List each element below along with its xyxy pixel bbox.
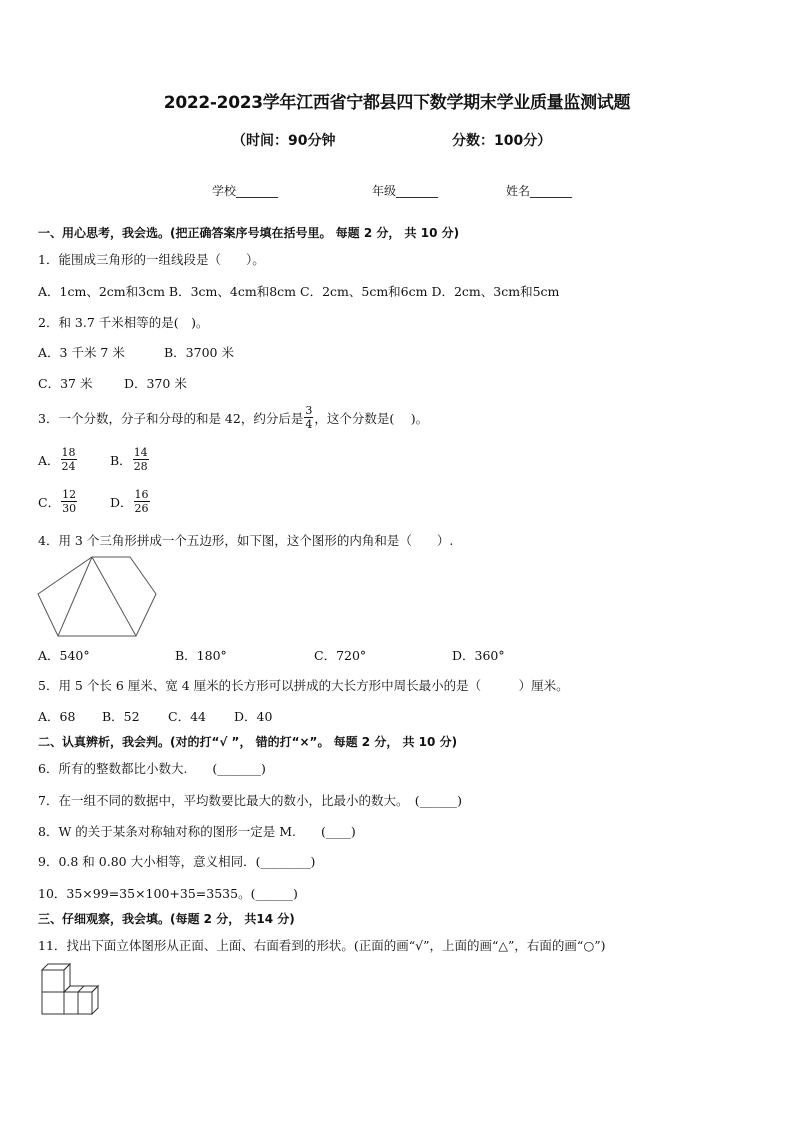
q3-option-c: [38, 488, 78, 515]
question-8: 8．W 的关于某条对称轴对称的图形一定是 M. (____): [38, 824, 356, 839]
section-3-heading: 三、仔细观察，我会填。(每题 2 分， 共14 分): [38, 912, 295, 926]
question-1-options: A．1cm、2cm和3cm B．3cm、4cm和8cm C．2cm、5cm和6cm D．2cm、3cm和5cm: [38, 284, 560, 299]
question-6: 6．所有的整数都比小数大. (_______): [38, 761, 266, 776]
question-3-text-end: ，这个分数是( )。: [314, 410, 429, 426]
fraction-three-quarters: [304, 404, 313, 431]
q5-option-a: A．68: [38, 709, 76, 724]
option-label: B．: [110, 452, 132, 468]
cube-face: [64, 964, 70, 992]
question-3-text: 3．一个分数，分子和分母的和是 42，约分后是: [38, 410, 304, 426]
question-5: 5．用 5 个长 6 厘米、宽 4 厘米的长方形可以拼成的大长方形中周长最小的是（ ）厘米。: [38, 678, 569, 693]
fraction-denominator: 4: [305, 418, 313, 431]
option-fraction: [133, 446, 149, 473]
q5-option-d: D．40: [234, 709, 273, 724]
question-9: 9．0.8 和 0.80 大小相等，意义相同．(________): [38, 854, 316, 869]
cube-face: [92, 986, 98, 1014]
q3-option-d: [110, 488, 151, 515]
cube-face: [42, 992, 64, 1014]
question-7: 7．在一组不同的数据中，平均数要比最大的数小，比最小的数大。 (______): [38, 793, 462, 808]
exam-score: 分数：100分）: [452, 133, 552, 149]
fraction-numerator: 18: [61, 446, 76, 459]
option-fraction: [134, 488, 150, 515]
option-fraction: [61, 488, 77, 515]
fraction-numerator: 12: [62, 488, 77, 501]
question-1: 1．能围成三角形的一组线段是（ ）。: [38, 252, 265, 267]
section-1-heading: 一、用心思考，我会选。(把正确答案序号填在括号里。 每题 2 分， 共 10 分): [38, 226, 460, 240]
exam-title: 2022-2023学年江西省宁都县四下数学期末学业质量监测试题: [163, 93, 631, 113]
grade-field: 年级_______: [372, 184, 439, 198]
fraction-denominator: 28: [133, 460, 148, 473]
q5-option-b: B．52: [102, 709, 140, 724]
question-10: 10．35×99=35×100+35=3535。(______): [38, 886, 298, 901]
fraction-numerator: 14: [133, 446, 148, 459]
cube-stack-figure: [40, 962, 104, 1018]
q2-option-b: B．3700 米: [164, 345, 234, 360]
q2-option-a: A．3 千米 7 米: [38, 345, 125, 360]
fraction-denominator: 26: [134, 502, 149, 515]
section-2-heading: 二、认真辨析，我会判。(对的打“√ ”， 错的打“×”。 每题 2 分， 共 10 分): [38, 735, 458, 749]
pentagon-diagonal: [92, 557, 136, 636]
q4-option-b: B．180°: [175, 648, 227, 663]
cube-face: [42, 964, 70, 970]
fraction-numerator: 3: [305, 404, 313, 417]
fraction-denominator: 24: [61, 460, 76, 473]
q3-option-a: [38, 446, 78, 473]
cube-edge: [78, 986, 84, 992]
fraction-numerator: 16: [134, 488, 149, 501]
q4-option-a: A．540°: [38, 648, 90, 663]
option-label: D．: [110, 494, 133, 510]
cube-face: [42, 970, 64, 992]
exam-time: （时间：90分钟: [232, 133, 336, 149]
option-label: A．: [38, 452, 60, 468]
question-3: [38, 404, 428, 431]
question-11: 11．找出下面立体图形从正面、上面、右面看到的形状。(正面的画“√”，上面的画“△”，右面的画“○”): [38, 938, 606, 953]
name-field: 姓名_______: [506, 184, 573, 198]
option-fraction: [61, 446, 77, 473]
q2-option-c: C．37 米: [38, 376, 93, 391]
q4-option-d: D．360°: [452, 648, 505, 663]
q5-option-c: C．44: [168, 709, 206, 724]
pentagon-figure: [36, 554, 160, 638]
option-label: C．: [38, 494, 61, 510]
fraction-denominator: 30: [62, 502, 77, 515]
question-4: 4．用 3 个三角形拼成一个五边形，如下图，这个图形的内角和是（ ）.: [38, 533, 454, 548]
school-field: 学校_______: [212, 184, 279, 198]
q3-option-b: [110, 446, 150, 473]
pentagon-outline: [38, 557, 156, 636]
question-2: 2．和 3.7 千米相等的是( )。: [38, 315, 209, 330]
q2-option-d: D．370 米: [124, 376, 187, 391]
q4-option-c: C．720°: [314, 648, 367, 663]
